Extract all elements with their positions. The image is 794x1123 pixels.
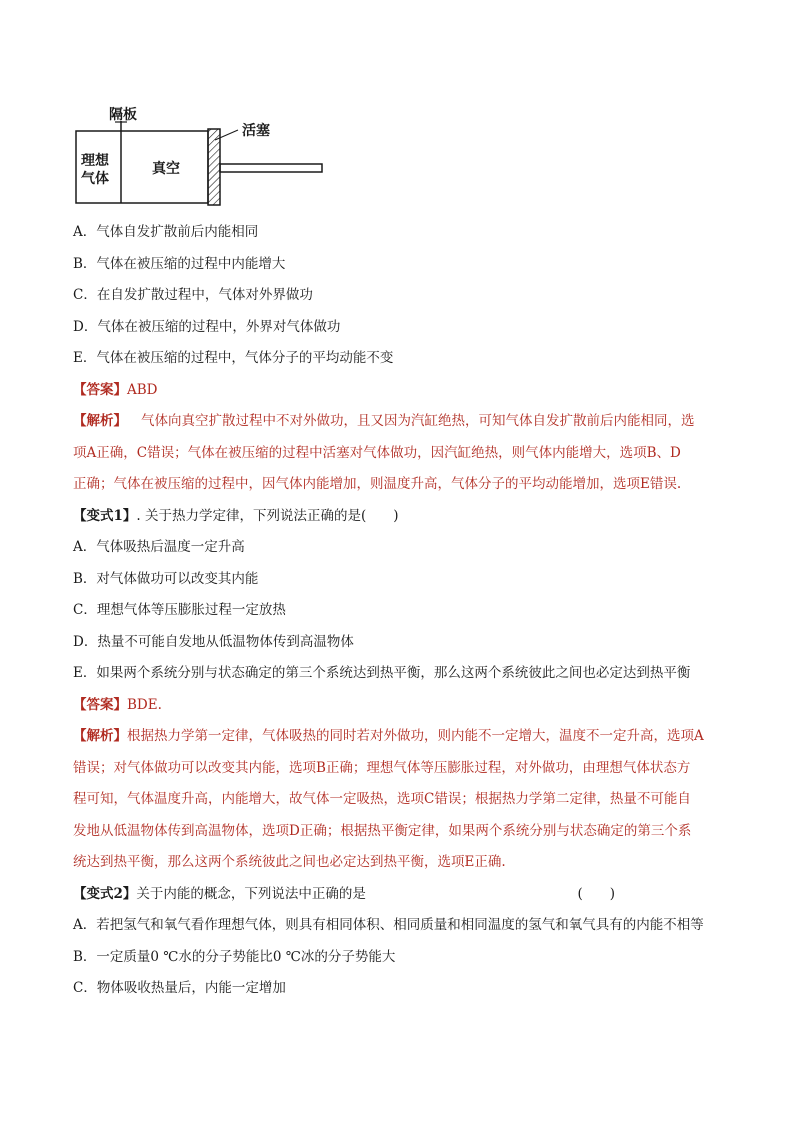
- v2-option-c: C．物体吸收热量后，内能一定增加: [73, 980, 286, 996]
- v2-title-text: 关于内能的概念，下列说法中正确的是: [136, 885, 366, 902]
- label-vacuum: 真空: [152, 161, 180, 177]
- v1-title-text: . 关于热力学定律，下列说法正确的是( ): [136, 507, 399, 524]
- v2-option-a: A．若把氢气和氧气看作理想气体，则具有相同体积、相同质量和相同温度的氢气和氧气具有的内能不相等: [73, 917, 704, 933]
- v1-title: [73, 506, 733, 538]
- label-gas-line2: 气体: [81, 171, 109, 187]
- piston-rod: [220, 164, 322, 172]
- v2-bracket: ( ): [577, 885, 615, 902]
- piston: [208, 129, 220, 205]
- analysis-text: 根据热力学第一定律，气体吸热的同时若对外做功，则内能不一定增大，温度不一定升高，选项A: [127, 728, 704, 744]
- v1-option-a: A．气体吸热后温度一定升高: [73, 539, 245, 555]
- v1-option-e: E．如果两个系统分别与状态确定的第三个系统达到热平衡，那么这两个系统彼此之间也必定达到热平衡: [73, 665, 691, 681]
- label-partition: 隔板: [109, 107, 137, 123]
- v2-title: [73, 884, 733, 916]
- document-body: [73, 222, 733, 1010]
- analysis-tag: 【解析】: [73, 728, 127, 744]
- q1-option-c: C．在自发扩散过程中，气体对外界做功: [73, 287, 313, 303]
- cylinder-figure: [72, 105, 332, 215]
- v1-option-c: C．理想气体等压膨胀过程一定放热: [73, 602, 286, 618]
- v1-analysis-line-1: [73, 726, 733, 758]
- label-gas-line1: 理想: [81, 153, 109, 169]
- v1-option-d: D．热量不可能自发地从低温物体传到高温物体: [73, 633, 354, 650]
- q1-answer: [73, 380, 733, 412]
- q1-analysis-line-3: 正确；气体在被压缩的过程中，因气体内能增加，则温度升高，气体分子的平均动能增加，选项E错误.: [73, 476, 682, 492]
- answer-tag: 【答案】: [73, 696, 127, 713]
- answer-value: ABD: [127, 381, 158, 398]
- v1-option-b: B．对气体做功可以改变其内能: [73, 570, 259, 587]
- v1-analysis-line-3: 程可知，气体温度升高，内能增大，故气体一定吸热，选项C错误；根据热力学第二定律，热量不可能自: [73, 791, 691, 807]
- q1-option-a: A．气体自发扩散前后内能相同: [73, 224, 259, 240]
- v2-option-b: B．一定质量0 ℃水的分子势能比0 ℃冰的分子势能大: [73, 948, 396, 965]
- analysis-text: 气体向真空扩散过程中不对外做功，且又因为汽缸绝热，可知气体自发扩散前后内能相同，选: [141, 413, 695, 429]
- answer-value: BDE.: [127, 696, 162, 713]
- v1-analysis-line-4: 发地从低温物体传到高温物体，选项D正确；根据热平衡定律，如果两个系统分别与状态确定的第三个系: [73, 822, 692, 839]
- label-piston: 活塞: [242, 123, 270, 139]
- v2-title-tag: 【变式2】: [73, 885, 137, 902]
- q1-analysis-line-2: 项A正确，C错误；气体在被压缩的过程中活塞对气体做功，因汽缸绝热，则气体内能增大，选项B、D: [73, 444, 681, 461]
- v1-analysis-line-5: 统达到热平衡，那么这两个系统彼此之间也必定达到热平衡，选项E正确.: [73, 854, 506, 870]
- answer-tag: 【答案】: [73, 381, 127, 398]
- v1-analysis-line-2: 错误；对气体做功可以改变其内能，选项B正确；理想气体等压膨胀过程，对外做功，由理想气体状态方: [73, 759, 691, 776]
- q1-analysis-line-1: [73, 411, 733, 443]
- q1-option-d: D．气体在被压缩的过程中，外界对气体做功: [73, 318, 341, 335]
- analysis-tag: 【解析】: [73, 413, 127, 429]
- q1-option-b: B．气体在被压缩的过程中内能增大: [73, 255, 286, 272]
- v1-answer: [73, 695, 733, 727]
- cylinder-diagram: [72, 105, 332, 215]
- v1-title-tag: 【变式1】: [73, 507, 137, 524]
- q1-option-e: E．气体在被压缩的过程中，气体分子的平均动能不变: [73, 350, 394, 366]
